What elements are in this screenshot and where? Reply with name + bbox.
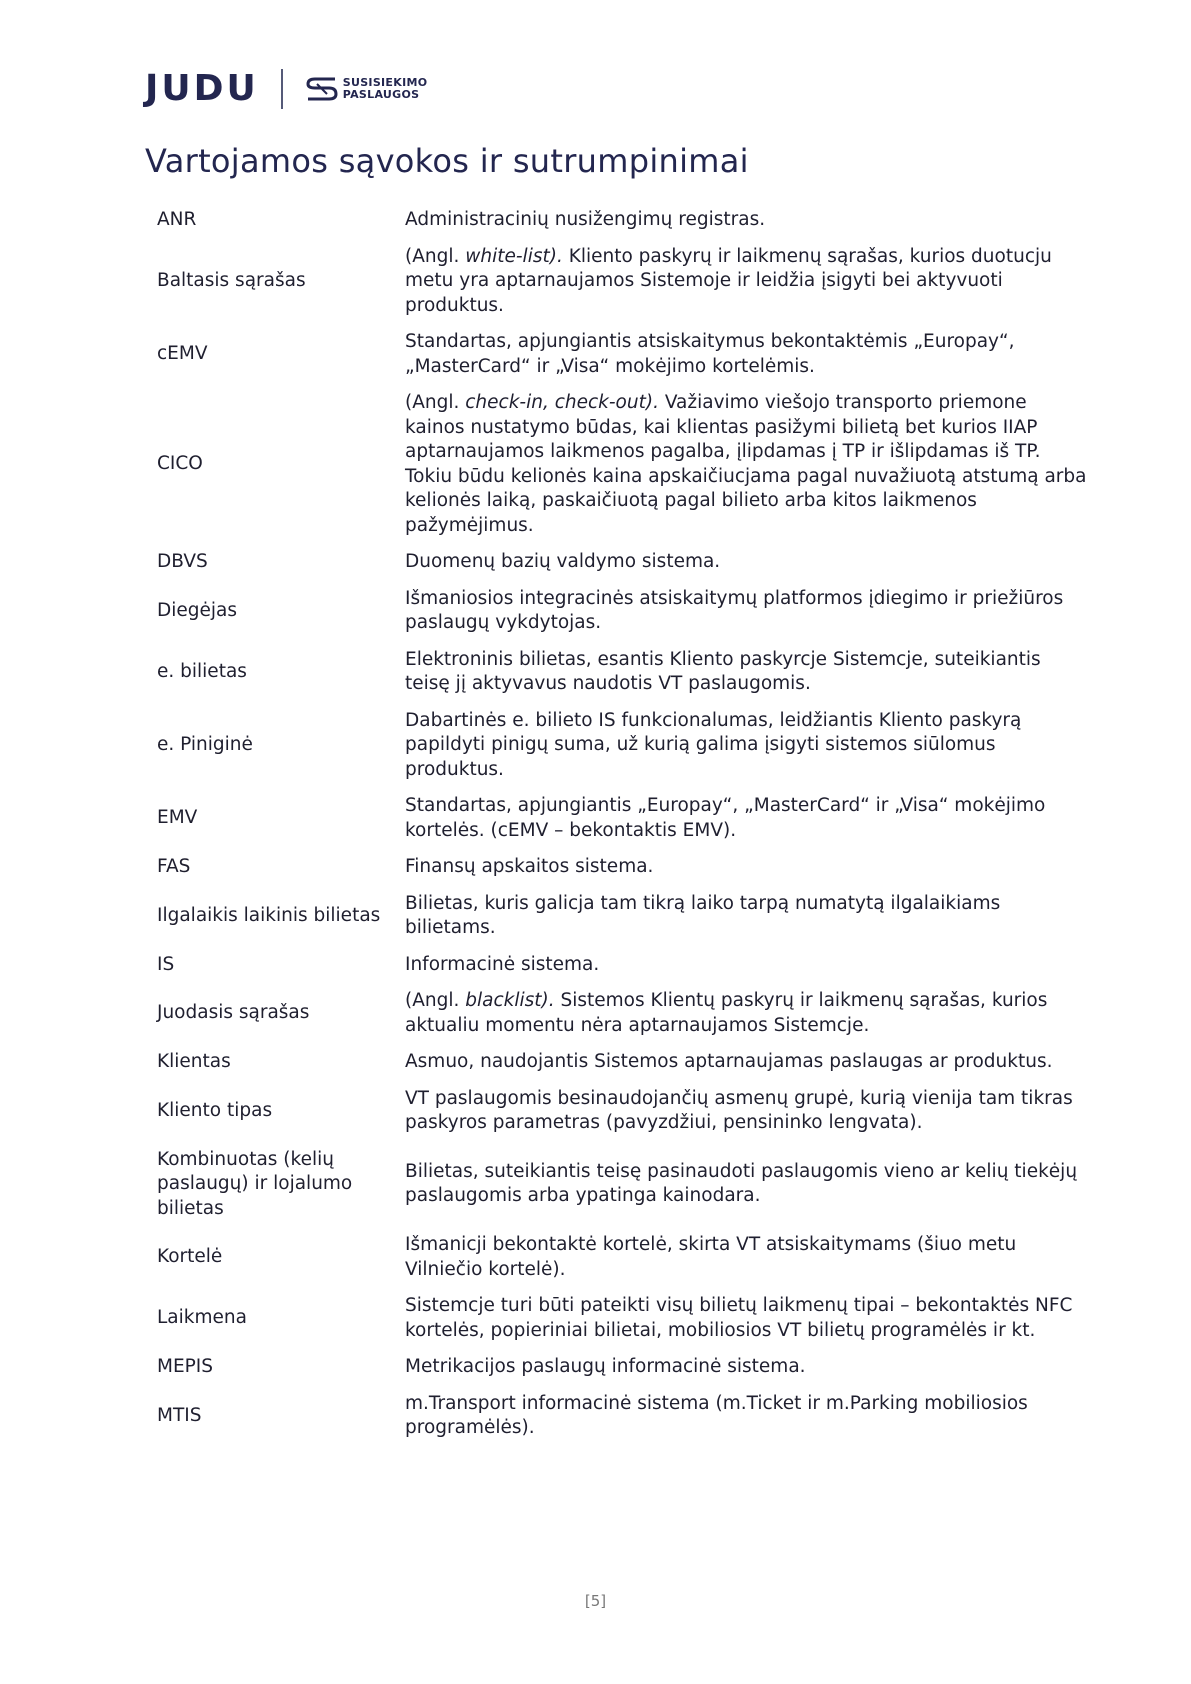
term: DBVS (157, 551, 208, 572)
definition: Duomenų bazių valdymo sistema. (405, 551, 721, 572)
definition: Bilietas, kuris galicja tam tikrą laiko tarpą numatytą ilgalaikiams bilietams. (405, 892, 1001, 938)
definition: Administracinių nusižengimų registras. (405, 209, 766, 230)
term: CICO (157, 453, 203, 475)
definition: Asmuo, naudojantis Sistemos aptarnaujamas paslaugas ar produktus. (405, 1051, 1053, 1072)
definition: Informacinė sistema. (405, 953, 600, 975)
definition: m.Transport informacinė sistema (m.Ticket ir m.Parking mobiliosios programėlės). (405, 1392, 1028, 1438)
definition: Bilietas, suteikiantis teisę pasinaudoti paslaugomis vieno ar kelių tiekėjų paslaugomis arba ypatinga kainodara. (405, 1160, 1078, 1207)
term-row (152, 849, 1092, 886)
sp-line-2: PASLAUGOS (342, 87, 420, 101)
term: cEMV (157, 343, 208, 365)
term-row (152, 1288, 1092, 1349)
term-row (152, 788, 1092, 849)
term: Klientas (157, 1051, 231, 1072)
header-logos (145, 68, 427, 109)
term: Kliento tipas (157, 1099, 273, 1121)
term-row (152, 324, 1092, 385)
definition (400, 983, 1092, 1044)
susisiekimo-paslaugos-logo (305, 76, 428, 102)
page-title: Vartojamos sąvokos ir sutrumpinimai (145, 142, 749, 180)
definition: VT paslaugomis besinaudojančių asmenų grupė, kurią vienija tam tikras paskyros parametras (pavyzdžiui, pensininko lengvata). (405, 1087, 1073, 1133)
term: e. Piniginė (157, 734, 253, 755)
term: Diegėjas (157, 599, 238, 621)
judu-logo: JUDU (145, 68, 259, 109)
term-row (152, 703, 1092, 789)
definition-prefix: (Angl. (405, 245, 466, 267)
term-row (152, 886, 1092, 947)
definition-text: Važiavimo viešojo transporto priemone kainos nustatymo būdas, kai klientas pasižymi bilietą bet kurios IIAP aptarnaujamos laikmenos pagalba, įlipdamas į TP ir išlipdamas iš TP. Tokiu būdu kelionės kaina apskaičiucjama pagal nuvažiuotą atstumą arba kelionės laiką, paskaičiuotą pagal bilieto arba kitos laikmenos pažymėjimus. (405, 392, 1087, 536)
term: Ilgalaikis laikinis bilietas (157, 904, 381, 926)
definition: Sistemcje turi būti pateikti visų bilietų laikmenų tipai – bekontaktės NFC kortelės, popieriniai bilietai, mobiliosios VT bilietų programėlės ir kt. (405, 1295, 1073, 1341)
term-row (152, 983, 1092, 1044)
term-row (152, 1227, 1092, 1288)
definition: Finansų apskaitos sistema. (405, 856, 654, 877)
term: MTIS (157, 1404, 202, 1426)
term-row (152, 947, 1092, 984)
terms-table (152, 202, 1092, 1447)
term: MEPIS (157, 1356, 214, 1377)
definition-english-term: blacklist). (465, 990, 555, 1011)
definition (400, 385, 1092, 544)
term: e. bilietas (157, 660, 247, 682)
sp-emblem-icon (305, 76, 339, 102)
term-row (152, 1349, 1092, 1386)
term: Laikmena (157, 1307, 247, 1329)
term-row (152, 581, 1092, 642)
definition: Išmaniosios integracinės atsiskaitymų platformos įdiegimo ir priežiūros paslaugų vykdytojas. (405, 587, 1064, 633)
term: Baltasis sąrašas (157, 270, 306, 291)
term-row (152, 1081, 1092, 1142)
term-row (152, 385, 1092, 544)
term-row (152, 642, 1092, 703)
definition: Išmanicji bekontaktė kortelė, skirta VT atsiskaitymams (šiuo metu Vilniečio kortelė). (405, 1234, 1017, 1280)
definition-prefix: (Angl. (405, 392, 466, 413)
term: Kortelė (157, 1246, 223, 1268)
logo-divider (281, 69, 283, 109)
definition-text: Sistemos Klientų paskyrų ir laikmenų sąrašas, kurios aktualiu momentu nėra aptarnaujamos Sistemcje. (405, 990, 1048, 1036)
definition-text: Kliento paskyrų ir laikmenų sąrašas, kurios duotucju metu yra aptarnaujamos Sistemoje ir leidžia įsigyti bei aktyvuoti produktus. (405, 245, 1052, 316)
term: Juodasis sąrašas (157, 1002, 310, 1024)
definition-english-term: check-in, check-out). (465, 392, 659, 413)
definition: Elektroninis bilietas, esantis Kliento paskyrcje Sistemcje, suteikiantis teisę jį aktyvavus naudotis VT paslaugomis. (405, 648, 1041, 694)
definition-english-term: white-list). (465, 245, 563, 267)
term-row (152, 202, 1092, 239)
definition (400, 239, 1092, 325)
term: ANR (157, 209, 197, 230)
term-row (152, 544, 1092, 581)
definition-prefix: (Angl. (405, 990, 466, 1011)
term-row (152, 1044, 1092, 1081)
definition: Dabartinės e. bilieto IS funkcionalumas, leidžiantis Kliento paskyrą papildyti pinigų suma, už kurią galima įsigyti sistemos siūlomus produktus. (405, 709, 1022, 780)
term: FAS (157, 856, 191, 877)
term: IS (157, 953, 175, 975)
page-number: [5] (584, 1592, 607, 1610)
term: Kombinuotas (kelių paslaugų) ir lojalumo bilietas (157, 1148, 353, 1219)
definition: Standartas, apjungiantis atsiskaitymus bekontaktėmis „Europay“, „MasterCard“ ir „Visa“ mokėjimo kortelėmis. (405, 331, 1015, 377)
term-row (152, 1386, 1092, 1447)
definition: Metrikacijos paslaugų informacinė sistema. (405, 1356, 806, 1377)
term-row (152, 239, 1092, 325)
definition: Standartas, apjungiantis „Europay“, „MasterCard“ ir „Visa“ mokėjimo kortelės. (cEMV – bekontaktis EMV). (405, 795, 1046, 841)
term: EMV (157, 807, 198, 829)
term-row (152, 1142, 1092, 1228)
sp-line-1: SUSISIEKIMO (342, 75, 428, 89)
